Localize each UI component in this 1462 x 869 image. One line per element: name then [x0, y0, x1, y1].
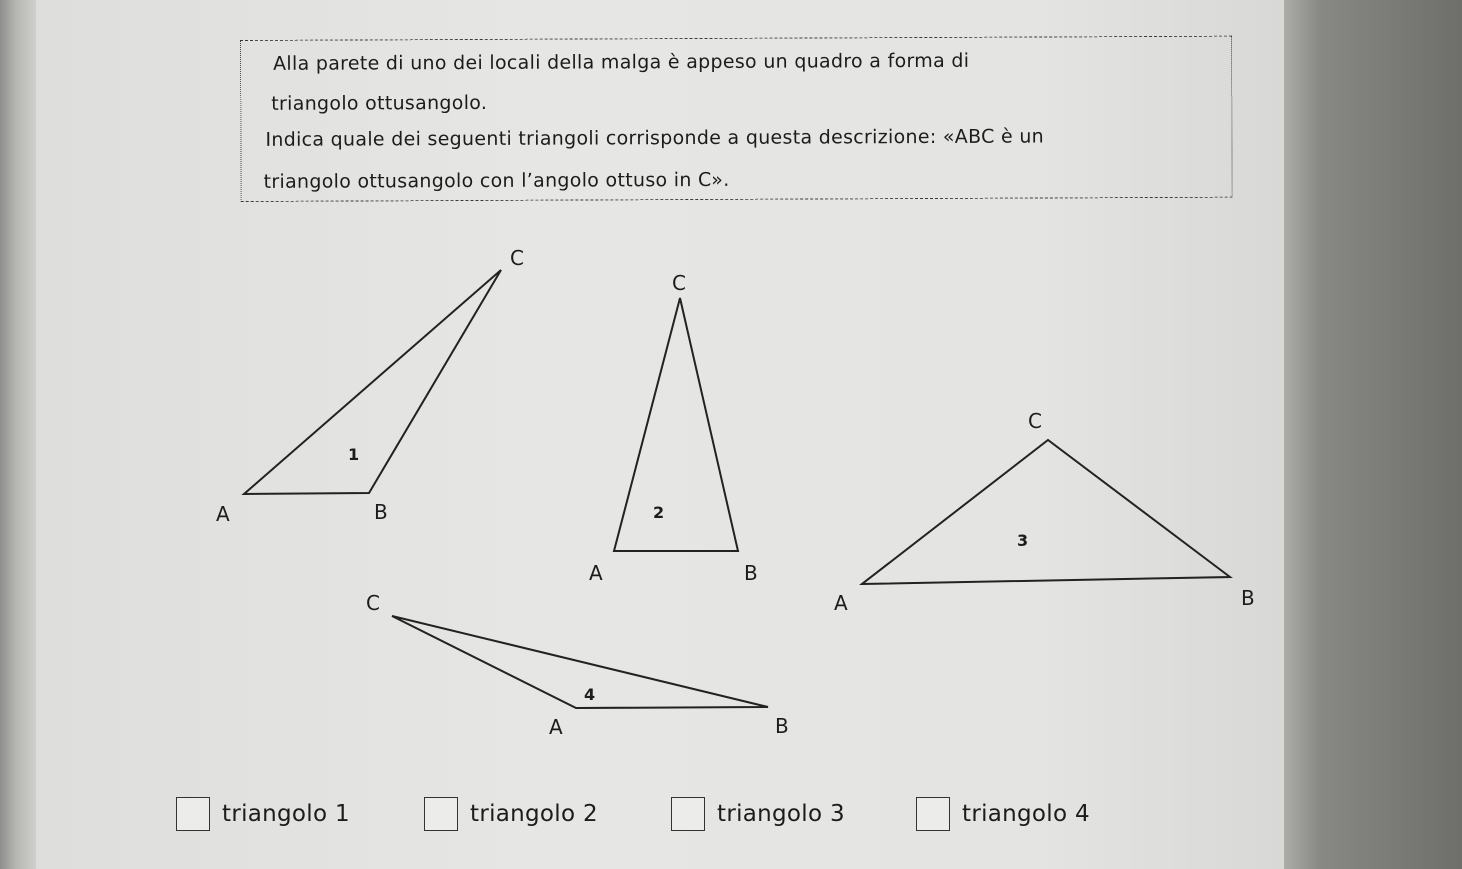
- background-left-edge: [0, 0, 36, 869]
- question-line-4: triangolo ottusangolo con l’angolo ottuso in C».: [263, 168, 730, 193]
- checkbox-triangolo-2[interactable]: [424, 797, 458, 831]
- option-label-triangolo-3: triangolo 3: [717, 801, 845, 827]
- triangle-3-vertex-b: B: [1241, 586, 1255, 610]
- checkbox-triangolo-3[interactable]: [671, 797, 705, 831]
- triangle-1-number: 1: [348, 445, 360, 464]
- triangle-3-number: 3: [1017, 531, 1029, 550]
- triangle-2-number: 2: [653, 503, 665, 522]
- triangle-2: [589, 271, 758, 585]
- triangle-3: [834, 409, 1255, 615]
- triangle-3-shape: [862, 440, 1230, 584]
- triangle-2-shape: [614, 298, 738, 551]
- triangle-4-vertex-b: B: [775, 714, 789, 738]
- checkbox-triangolo-1[interactable]: [176, 797, 210, 831]
- triangle-1-vertex-a: A: [216, 502, 230, 526]
- triangle-3-vertex-a: A: [834, 591, 848, 615]
- question-line-1: Alla parete di uno dei locali della malga è appeso un quadro a forma di: [273, 49, 970, 75]
- checkbox-triangolo-4[interactable]: [916, 797, 950, 831]
- triangle-1-vertex-b: B: [374, 500, 388, 524]
- background-right-edge: [1272, 0, 1462, 869]
- option-label-triangolo-4: triangolo 4: [962, 801, 1090, 827]
- triangle-1-vertex-c: C: [510, 246, 524, 270]
- triangle-4-number: 4: [584, 685, 596, 704]
- triangles-figure: [36, 0, 1284, 869]
- option-triangolo-1[interactable]: [176, 794, 350, 834]
- triangle-4-shape: [392, 616, 768, 708]
- triangle-4-vertex-c: C: [366, 591, 380, 615]
- triangle-1: [216, 246, 524, 526]
- triangle-4: [366, 591, 789, 739]
- option-label-triangolo-1: triangolo 1: [222, 801, 350, 827]
- worksheet-page: [36, 0, 1284, 869]
- option-triangolo-2[interactable]: [424, 794, 598, 834]
- triangle-2-vertex-c: C: [672, 271, 686, 295]
- question-line-2: triangolo ottusangolo.: [271, 91, 488, 115]
- triangle-4-vertex-a: A: [549, 715, 563, 739]
- question-line-3: Indica quale dei seguenti triangoli corrisponde a questa descrizione: «ABC è un: [265, 125, 1045, 151]
- option-triangolo-4[interactable]: [916, 794, 1090, 834]
- triangle-3-vertex-c: C: [1028, 409, 1042, 433]
- triangle-1-shape: [244, 270, 501, 494]
- option-triangolo-3[interactable]: [671, 794, 845, 834]
- option-label-triangolo-2: triangolo 2: [470, 801, 598, 827]
- triangle-2-vertex-a: A: [589, 561, 603, 585]
- triangle-2-vertex-b: B: [744, 561, 758, 585]
